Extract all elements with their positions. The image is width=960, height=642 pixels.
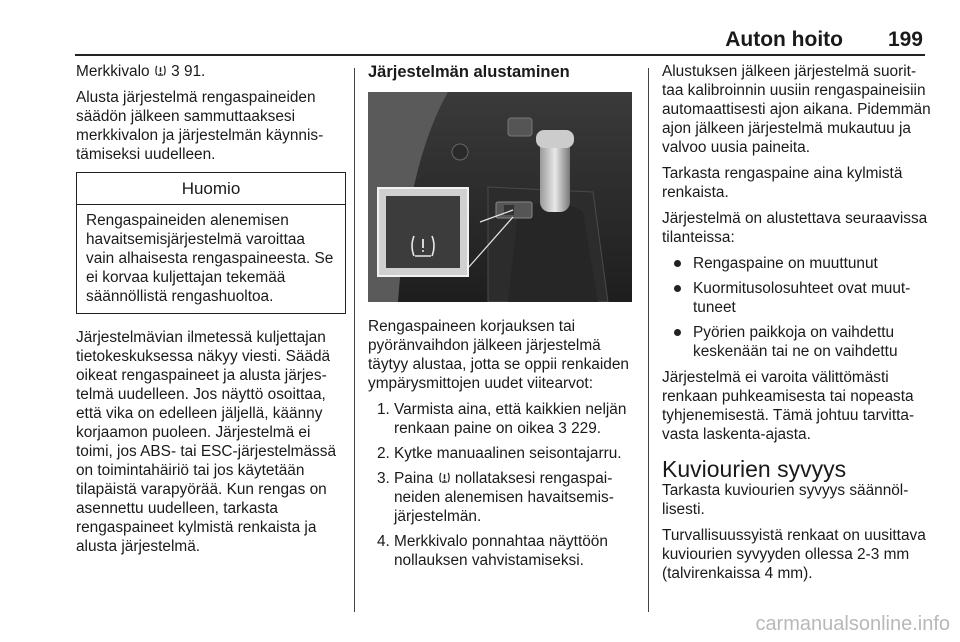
list-item: 2. Kytke manuaalinen seisontajarru. bbox=[377, 445, 622, 462]
column-right bbox=[662, 62, 932, 590]
note-text: Rengaspaineiden alenemisen havaitsemisjärjestelmä varoittaa vain alhaisesta rengaspaineesta. Se ei korvaa kuljettajan tekemää säännöllistä rengashuoltoa. bbox=[86, 212, 334, 305]
paragraph: Alusta järjestelmä rengaspaineiden säädön jälkeen sammuttaaksesi merkkivalon ja järjestelmän käynnistämiseksi uudelleen. bbox=[76, 89, 324, 163]
list-item: 4. Merkkivalo ponnahtaa näyttöön nollauksen vahvistamiseksi. bbox=[377, 533, 608, 569]
note-box bbox=[76, 172, 346, 314]
list-item: Pyörien paikkoja on vaihdettu keskenään tai ne on vaihdettu bbox=[662, 323, 932, 361]
list-item: 3. Paina nollataksesi rengaspaineiden alenemisen havaitsemisjärjestelmän. bbox=[377, 470, 614, 525]
column-divider bbox=[648, 68, 649, 612]
bullet-list bbox=[662, 254, 932, 361]
header-rule bbox=[75, 54, 925, 56]
bullet-icon bbox=[674, 285, 681, 292]
list-item: Rengaspaine on muuttunut bbox=[662, 254, 932, 273]
bullet-icon bbox=[674, 329, 681, 336]
page-number: 199 bbox=[887, 28, 923, 51]
paragraph: Järjestelmä on alustettava seuraavissa tilanteissa: bbox=[662, 210, 928, 246]
paragraph: Tarkasta rengaspaine aina kylmistä renkaista. bbox=[662, 165, 903, 201]
paragraph: Tarkasta kuviourien syvyys säännöllisesti. bbox=[662, 482, 909, 518]
list-item: 1. Varmista aina, että kaikkien neljän renkaan paine on oikea 3 229. bbox=[377, 401, 627, 437]
column-middle bbox=[368, 62, 632, 577]
column-divider bbox=[354, 68, 355, 612]
paragraph: Järjestelmävian ilmetessä kuljettajan tietokeskuksessa näkyy viesti. Säädä oikeat rengaspaineet ja alusta järjestelmä uudelleen. Jos näyttö osoittaa, että vika on edelleen jäljellä, käänny korjaamon puoleen. Järjestelmä ei toimi, jos ABS- tai ESC-järjestelmässä on toimintahäiriö tai jos käytetään tilapäistä varapyörää. Kun rengas on asennettu uudelleen, tarkasta rengaspaineet kylmistä renkaista ja alusta järjestelmä. bbox=[76, 329, 337, 555]
warning-light-ref: Merkkivalo 3 91. bbox=[76, 63, 206, 80]
note-title: Huomio bbox=[77, 173, 345, 205]
tpms-reset-button-photo bbox=[368, 92, 632, 302]
paragraph: Alustuksen jälkeen järjestelmä suorittaa kalibroinnin uusiin rengaspaineisiin automaattisesti ajon aikana. Pidemmän ajon jälkeen järjestelmä mukautuu ja valvoo uusia paineita. bbox=[662, 63, 931, 156]
column-left bbox=[76, 62, 346, 563]
paragraph: Järjestelmä ei varoita välittömästi renkaan puhkeamisesta tai nopeasta tyhjenemisestä. Tämä johtuu tarvittavasta laskenta-ajasta. bbox=[662, 369, 915, 443]
paragraph: Rengaspaineen korjauksen tai pyöränvaihdon jälkeen järjestelmä täytyy alustaa, jotta se oppii renkaiden ympärysmittojen uudet viitearvot: bbox=[368, 318, 629, 392]
tire-pressure-warning-icon bbox=[438, 471, 451, 484]
page-header bbox=[75, 26, 925, 54]
list-item: Kuormitusolosuhteet ovat muuttuneet bbox=[662, 279, 932, 317]
section-heading: Järjestelmän alustaminen bbox=[368, 63, 570, 81]
section-heading: Kuviourien syvyys bbox=[662, 456, 847, 482]
paragraph: Turvallisuussyistä renkaat on uusittava kuviourien syvyyden ollessa 2-3 mm (talvirenkaissa 4 mm). bbox=[662, 527, 926, 582]
watermark: carmanualsonline.info bbox=[755, 613, 950, 635]
tire-pressure-warning-icon bbox=[154, 64, 167, 77]
steps-list bbox=[368, 400, 632, 570]
bullet-icon bbox=[674, 260, 681, 267]
section-title: Auton hoito bbox=[725, 28, 843, 51]
